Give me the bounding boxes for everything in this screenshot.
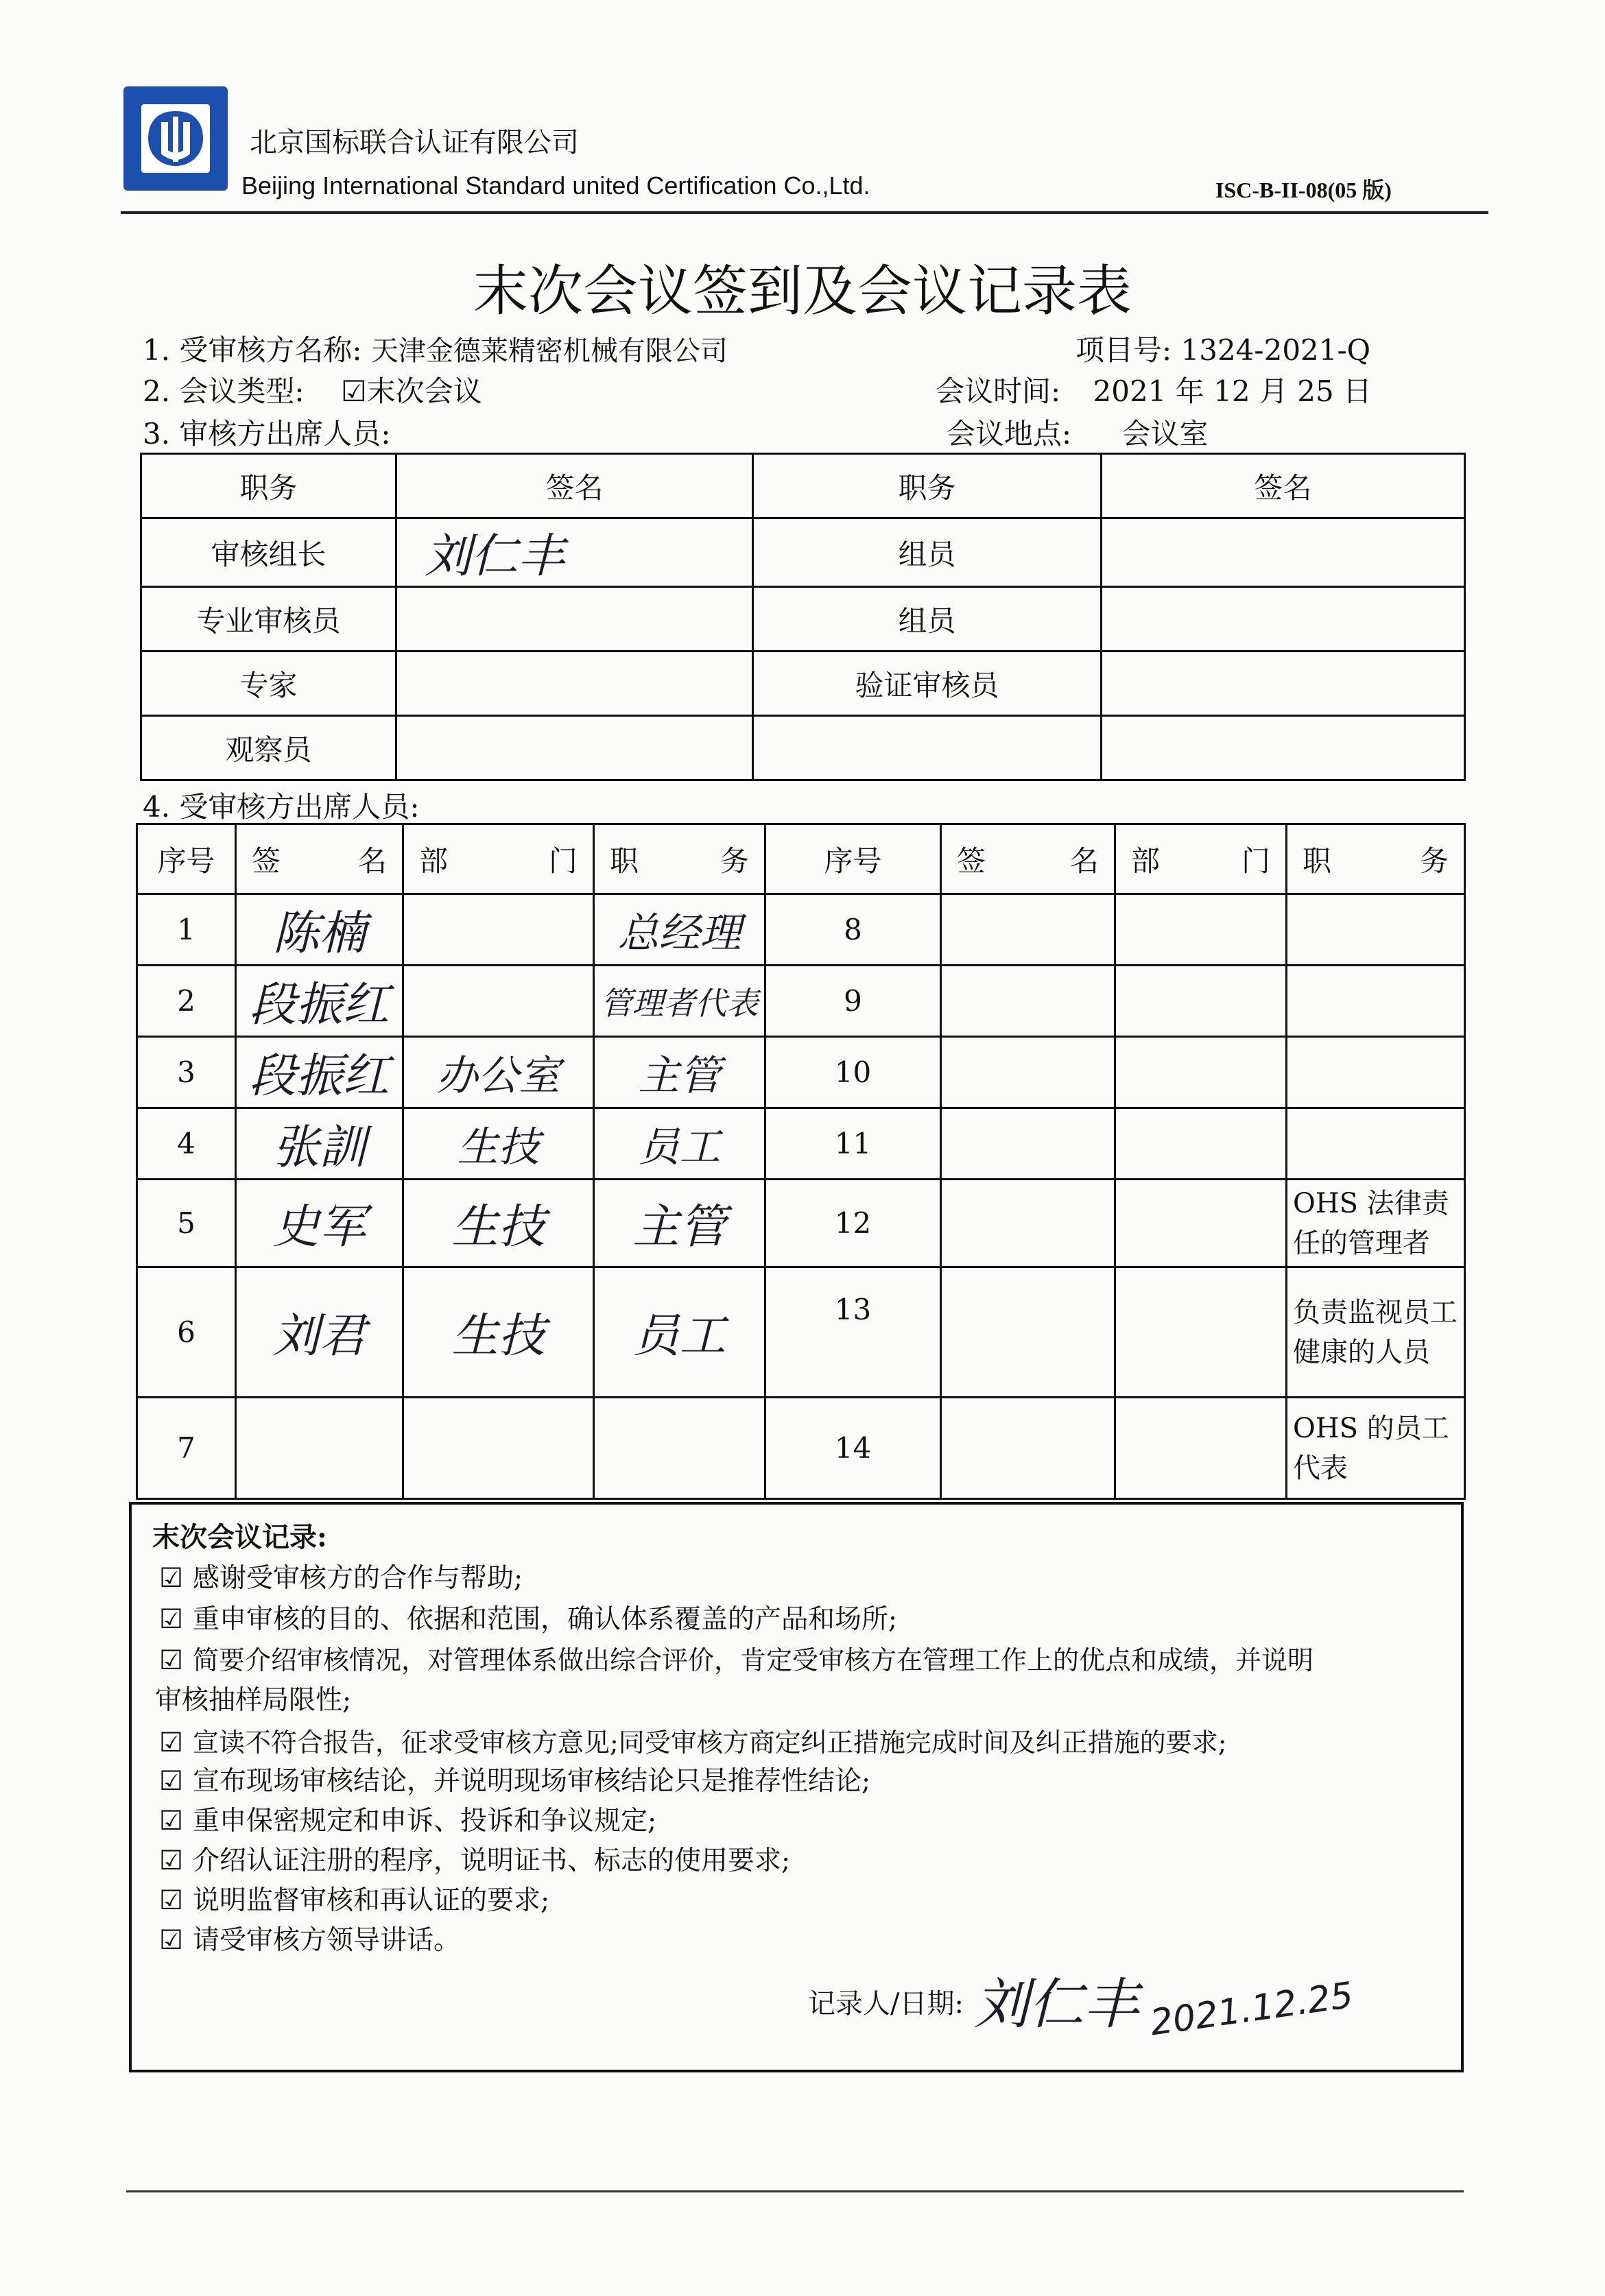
signature-cell <box>1102 651 1465 716</box>
meeting-place-label: 会议地点: <box>947 417 1072 451</box>
row-no: 2 <box>137 966 236 1037</box>
name-cell <box>941 1267 1115 1398</box>
dept-cell <box>1115 1037 1287 1108</box>
position-cell: OHS 的员工代表 <box>1287 1398 1465 1499</box>
position-signature: 主管 <box>594 1037 765 1108</box>
meeting-place-line <box>947 411 1209 453</box>
record-item: ☑ 简要介绍审核情况，对管理体系做出综合评价，肯定受审核方在管理工作上的优点和成绩，并说明 <box>159 1645 1313 1676</box>
auditor-table <box>140 453 1466 781</box>
position-signature: 主管 <box>594 1180 765 1267</box>
record-item: ☑ 重申保密规定和申诉、投诉和争议规定; <box>159 1806 657 1837</box>
table-row <box>137 1398 1465 1499</box>
record-item: ☑ 请受审核方领导讲话。 <box>159 1925 460 1956</box>
table-row <box>137 1267 1465 1398</box>
role-cell: 专业审核员 <box>141 587 396 651</box>
meeting-type-value: ☑末次会议 <box>340 374 482 408</box>
row-no: 14 <box>765 1398 941 1499</box>
checked-box-icon: ☑ <box>159 1925 183 1956</box>
meeting-place-value: 会议室 <box>1121 417 1209 451</box>
checked-box-icon: ☑ <box>159 1727 183 1758</box>
role-cell: 组员 <box>753 518 1102 587</box>
table-row <box>141 587 1465 651</box>
row-no: 9 <box>765 966 941 1037</box>
header-no: 序号 <box>137 824 236 894</box>
row-no: 11 <box>765 1108 941 1180</box>
header-sign: 签 名 <box>941 824 1115 894</box>
table-row <box>137 894 1465 966</box>
header-sign: 签名 <box>1102 454 1465 518</box>
name-signature: 张訓 <box>236 1108 403 1180</box>
role-cell: 观察员 <box>141 716 396 780</box>
form-code: ISC-B-II-08(05 版) <box>1215 178 1392 202</box>
attendee-table <box>136 823 1466 1500</box>
checked-box-icon: ☑ <box>159 1563 183 1594</box>
record-title: 末次会议记录: <box>152 1521 327 1553</box>
header-no: 序号 <box>765 824 941 894</box>
dept-cell <box>1115 894 1287 966</box>
record-item: ☑ 介绍认证注册的程序，说明证书、标志的使用要求; <box>159 1845 791 1876</box>
role-cell <box>753 716 1102 780</box>
dept-cell <box>1115 966 1287 1037</box>
recorder-date: 2021.12.25 <box>1148 1974 1356 2044</box>
company-logo <box>121 84 230 193</box>
auditee-line <box>143 328 728 369</box>
position-signature: 总经理 <box>594 894 765 966</box>
table-row <box>137 1108 1465 1180</box>
role-cell: 专家 <box>141 651 396 716</box>
company-name-cn: 北京国标联合认证有限公司 <box>250 127 579 158</box>
name-cell <box>941 1180 1115 1267</box>
auditee-attendees-label: 4. 受审核方出席人员: <box>143 790 420 824</box>
header-role: 职务 <box>141 454 396 518</box>
dept-signature: 生技 <box>403 1180 594 1267</box>
dept-signature: 办公室 <box>403 1037 594 1108</box>
dept-cell <box>1115 1108 1287 1180</box>
row-no: 8 <box>765 894 941 966</box>
header-position: 职 务 <box>1287 824 1465 894</box>
position-signature: 员工 <box>594 1108 765 1180</box>
row-no: 13 <box>765 1267 941 1398</box>
checked-box-icon: ☑ <box>159 1885 183 1916</box>
footer-divider <box>126 2190 1464 2192</box>
position-cell <box>1287 966 1465 1037</box>
row-no: 4 <box>137 1108 236 1180</box>
meeting-time-line <box>936 369 1372 410</box>
name-cell <box>941 1037 1115 1108</box>
auditee-label: 1. 受审核方名称: <box>143 333 362 367</box>
auditee-value: 天津金德莱精密机械有限公司 <box>370 335 728 367</box>
recorder-signature: 刘仁丰 <box>974 1972 1139 2036</box>
header-role: 职务 <box>753 454 1102 518</box>
name-cell <box>236 1398 403 1499</box>
signature-cell <box>396 651 753 716</box>
table-row <box>141 518 1465 587</box>
table-row <box>141 716 1465 780</box>
dept-cell <box>1115 1398 1287 1499</box>
header-position: 职 务 <box>594 824 765 894</box>
name-cell <box>941 1108 1115 1180</box>
dept-signature: 生技 <box>403 1108 594 1180</box>
dept-cell <box>1115 1267 1287 1398</box>
checked-box-icon: ☑ <box>159 1645 183 1676</box>
name-signature: 史军 <box>236 1180 403 1267</box>
header-dept: 部 门 <box>403 824 594 894</box>
checked-box-icon: ☑ <box>159 1845 183 1876</box>
table-row <box>137 1037 1465 1108</box>
auditor-attendees-label: 3. 审核方出席人员: <box>143 417 391 451</box>
project-value: 1324-2021-Q <box>1180 333 1371 367</box>
meeting-time-label: 会议时间: <box>936 374 1061 408</box>
row-no: 10 <box>765 1037 941 1108</box>
table-row <box>141 651 1465 716</box>
document-title: 末次会议签到及会议记录表 <box>473 259 1132 323</box>
position-cell <box>1287 1108 1465 1180</box>
header-sign: 签 名 <box>236 824 403 894</box>
meeting-type-label: 2. 会议类型: <box>143 374 305 408</box>
role-cell: 组员 <box>753 587 1102 651</box>
recorder-date-label: 记录人/日期: <box>808 1988 964 2020</box>
row-no: 6 <box>137 1267 236 1398</box>
signature-cell: 刘仁丰 <box>396 518 753 587</box>
dept-cell <box>403 1398 594 1499</box>
dept-signature: 生技 <box>403 1267 594 1398</box>
name-signature: 段振红 <box>236 1037 403 1108</box>
meeting-type-line <box>143 369 482 410</box>
header-divider <box>121 211 1488 214</box>
checked-box-icon: ☑ <box>159 1766 183 1797</box>
header-dept: 部 门 <box>1115 824 1287 894</box>
row-no: 1 <box>137 894 236 966</box>
dept-signature <box>403 966 594 1037</box>
signature-cell <box>396 587 753 651</box>
position-cell: 负责监视员工健康的人员 <box>1287 1267 1465 1398</box>
signature-cell <box>396 716 753 780</box>
header-sign: 签名 <box>396 454 753 518</box>
position-signature: 员工 <box>594 1267 765 1398</box>
checked-box-icon: ☑ <box>159 1806 183 1837</box>
record-item: ☑ 感谢受审核方的合作与帮助; <box>159 1563 523 1594</box>
row-no: 7 <box>137 1398 236 1499</box>
position-signature: 管理者代表 <box>594 966 765 1037</box>
record-item: ☑ 重申审核的目的、依据和范围，确认体系覆盖的产品和场所; <box>159 1604 898 1635</box>
row-no: 12 <box>765 1180 941 1267</box>
table-row <box>137 1180 1465 1267</box>
table-row <box>137 966 1465 1037</box>
name-signature: 陈楠 <box>236 894 403 966</box>
position-cell: OHS 法律责任的管理者 <box>1287 1180 1465 1267</box>
dept-signature <box>403 894 594 966</box>
signature-cell <box>1102 518 1465 587</box>
meeting-time-value: 2021 年 12 月 25 日 <box>1093 374 1372 408</box>
signature-cell <box>1102 587 1465 651</box>
signature-cell <box>1102 716 1465 780</box>
name-signature: 段振红 <box>236 966 403 1037</box>
role-cell: 审核组长 <box>141 518 396 587</box>
project-label: 项目号: <box>1075 333 1172 367</box>
name-cell <box>941 894 1115 966</box>
checked-box-icon: ☑ <box>159 1604 183 1635</box>
name-cell <box>941 966 1115 1037</box>
position-cell <box>594 1398 765 1499</box>
company-name-en: Beijing International Standard united Certification Co.,Ltd. <box>241 171 870 200</box>
row-no: 5 <box>137 1180 236 1267</box>
auditor-table-header <box>141 454 1465 518</box>
attendee-table-header <box>137 824 1465 894</box>
position-cell <box>1287 894 1465 966</box>
record-item: ☑ 宣布现场审核结论，并说明现场审核结论只是推荐性结论; <box>159 1766 871 1797</box>
record-item-continued: 审核抽样局限性; <box>155 1685 352 1716</box>
name-signature: 刘君 <box>236 1267 403 1398</box>
row-no: 3 <box>137 1037 236 1108</box>
record-item: ☑ 说明监督审核和再认证的要求; <box>159 1885 550 1916</box>
position-cell <box>1287 1037 1465 1108</box>
record-item: ☑ 宣读不符合报告，征求受审核方意见;同受审核方商定纠正措施完成时间及纠正措施的要求; <box>159 1727 1227 1758</box>
dept-cell <box>1115 1180 1287 1267</box>
name-cell <box>941 1398 1115 1499</box>
project-line <box>1075 328 1370 369</box>
role-cell: 验证审核员 <box>753 651 1102 716</box>
